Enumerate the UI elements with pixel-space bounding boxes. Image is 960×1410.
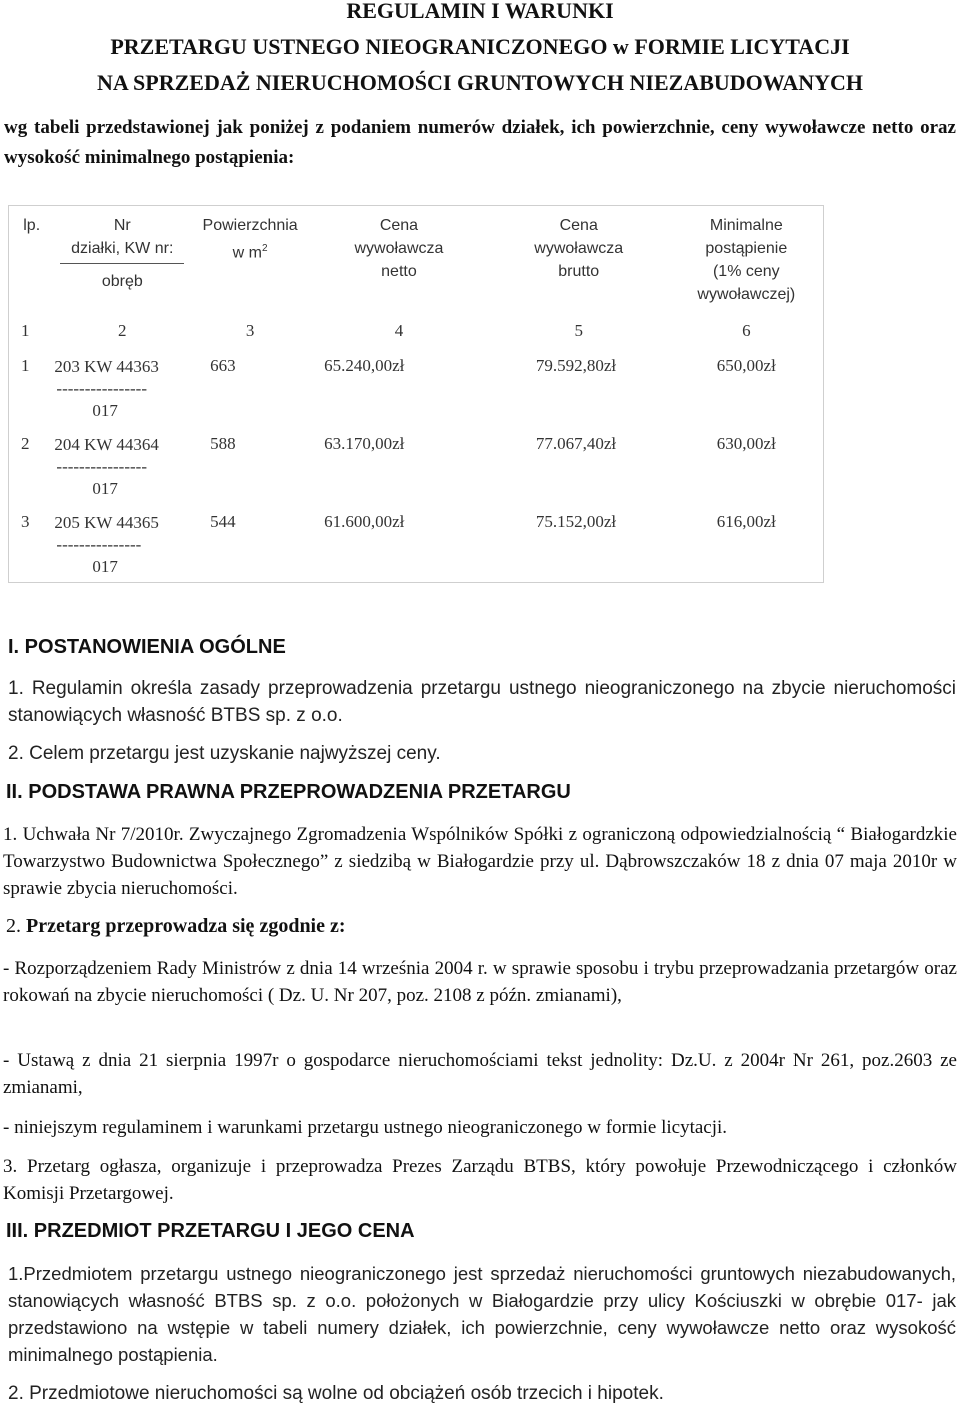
section-3-heading: III. PRZEDMIOT PRZETARGU I JEGO CENA — [6, 1220, 415, 1242]
header-gross-line1: Cena — [559, 217, 598, 234]
intro-text: wg tabeli przedstawionej jak poniżej z podaniem numerów działek, ich powierzchnie, ceny wywoławcze netto oraz wysokość minimalnego postąpienia: — [4, 117, 956, 168]
plot-separator: ---------------- — [56, 457, 147, 477]
plot-number: 203 KW 44363 — [54, 357, 159, 377]
section-2-paragraph-4: - Ustawą z dnia 21 sierpnia 1997r o gospodarce nieruchomościami tekst jednolity: Dz.U. z 2004r Nr 261, poz.2603 ze zmianami, — [3, 1050, 957, 1098]
document-title-line3: NA SPRZEDAŻ NIERUCHOMOŚCI GRUNTOWYCH NIEZABUDOWANYCH — [96, 70, 863, 95]
header-nr-line1: Nr — [113, 217, 131, 234]
section-3-paragraph-1: 1.Przedmiotem przetargu ustnego nieograniczonego jest sprzedaż nieruchomości gruntowych niezabudowanych, stanowiących własność BTBS sp. z o.o. położonych w Białogardzie przy ulicy Kościuszki w obrębie 017- jak przedstawiono na wstępie w tabeli numery działek, ich powierzchnie, ceny wywoławcze netto oraz wysokość minimalnego postąpienia. — [8, 1263, 956, 1365]
header-min-line3: (1% ceny — [712, 263, 780, 280]
row-plot — [54, 504, 190, 582]
plot-precinct: 017 — [92, 557, 118, 577]
section-2-paragraph-2 — [6, 913, 346, 940]
header-nr-line2: działki, KW nr: — [60, 237, 184, 264]
row-gross-price: 79.592,80zł — [535, 356, 617, 376]
header-gross-price — [488, 206, 670, 311]
header-area-line2-wrap — [190, 237, 310, 264]
section-2-paragraph-2-text: Przetarg przeprowadza się zgodnie z: — [26, 915, 346, 937]
header-lp — [9, 206, 55, 311]
header-area-line2: w m — [232, 244, 262, 262]
section-2-paragraph-2-number: 2. — [6, 915, 21, 937]
table-row — [9, 504, 824, 582]
plots-table — [8, 205, 824, 583]
column-number: 3 — [245, 320, 255, 340]
table-row — [9, 348, 824, 426]
header-min-line1: Minimalne — [709, 217, 783, 234]
row-lp: 1 — [21, 356, 30, 376]
section-2-paragraph-3: - Rozporządzeniem Rady Ministrów z dnia 14 września 2004 r. w sprawie sposobu i trybu przeprowadzania przetargów oraz rokowań na zbycie nieruchomości ( Dz. U. Nr 207, poz. 2108 z późn. zmianami), — [3, 958, 957, 1006]
row-area: 663 — [210, 356, 236, 376]
row-net-price: 61.600,00zł — [324, 512, 405, 532]
plot-precinct: 017 — [92, 401, 118, 421]
header-gross-line2: wywoławcza — [534, 240, 624, 257]
header-gross-line3: brutto — [558, 263, 600, 280]
section-1-paragraph-1: 1. Regulamin określa zasady przeprowadzenia przetargu ustnego nieograniczonego na zbycie nieruchomości stanowiących własność BTBS sp. z o.o. — [8, 678, 956, 726]
header-area-sup: 2 — [262, 243, 268, 254]
section-1-heading: I. POSTANOWIENIA OGÓLNE — [8, 636, 286, 658]
row-min-increment: 616,00zł — [716, 512, 776, 532]
column-number: 1 — [21, 320, 30, 340]
row-area: 544 — [210, 512, 236, 532]
header-nr-line3: obręb — [101, 273, 143, 290]
header-area-line1: Powierzchnia — [202, 217, 298, 234]
table-header-row — [9, 206, 824, 311]
header-net-line1: Cena — [379, 217, 419, 234]
plot-precinct: 017 — [92, 479, 118, 499]
section-2-paragraph-5: - niniejszym regulaminem i warunkami przetargu ustnego nieograniczonego w formie licytacji. — [3, 1117, 728, 1138]
section-2-paragraph-1: 1. Uchwała Nr 7/2010r. Zwyczajnego Zgromadzenia Wspólników Spółki z ograniczoną odpowiedzialnością “ Białogardzkie Towarzystwo Budownictwa Społecznego” z siedzibą w Białogardzie przy ul. Dąbrowszczaków 18 z dnia 07 maja 2010r w sprawie zbycia nieruchomości. — [3, 824, 957, 899]
header-lp-label: lp. — [23, 217, 41, 234]
plot-separator: ---------------- — [56, 379, 147, 399]
header-min-increment — [670, 206, 824, 311]
row-net-price: 65.240,00zł — [324, 356, 405, 376]
header-net-line2: wywoławcza — [354, 240, 444, 257]
header-plot-number — [54, 206, 190, 311]
plot-separator: --------------- — [56, 535, 142, 555]
row-min-increment: 630,00zł — [716, 434, 776, 454]
header-min-line4: wywoławczej) — [697, 286, 796, 303]
document-title-line2: PRZETARGU USTNEGO NIEOGRANICZONEGO w FORMIE LICYTACJI — [110, 34, 850, 59]
document-title-line1: REGULAMIN I WARUNKI — [346, 0, 614, 23]
column-number: 2 — [118, 320, 127, 340]
table-row — [9, 426, 824, 504]
header-net-line3: netto — [381, 263, 417, 280]
section-3-paragraph-2: 2. Przedmiotowe nieruchomości są wolne od obciążeń osób trzecich i hipotek. — [8, 1383, 664, 1404]
row-gross-price: 75.152,00zł — [535, 512, 617, 532]
column-number-row — [9, 311, 824, 349]
row-area: 588 — [210, 434, 236, 454]
header-area — [190, 206, 310, 311]
section-2-heading: II. PODSTAWA PRAWNA PRZEPROWADZENIA PRZETARGU — [6, 781, 571, 803]
row-min-increment: 650,00zł — [716, 356, 776, 376]
row-plot — [54, 348, 190, 426]
row-gross-price: 77.067,40zł — [535, 434, 617, 454]
section-1-paragraph-2: 2. Celem przetargu jest uzyskanie najwyższej ceny. — [8, 743, 441, 764]
plot-number: 205 KW 44365 — [54, 513, 159, 533]
row-lp: 3 — [21, 512, 30, 532]
column-number: 5 — [574, 320, 583, 340]
column-number: 4 — [394, 320, 404, 340]
column-number: 6 — [742, 320, 751, 340]
row-net-price: 63.170,00zł — [324, 434, 405, 454]
plot-number: 204 KW 44364 — [54, 435, 159, 455]
header-min-line2: postąpienie — [705, 240, 788, 257]
header-net-price — [310, 206, 488, 311]
row-plot — [54, 426, 190, 504]
section-2-paragraph-6: 3. Przetarg ogłasza, organizuje i przeprowadza Prezes Zarządu BTBS, który powołuje Przewodniczącego i członków Komisji Przetargowej. — [3, 1156, 957, 1204]
row-lp: 2 — [21, 434, 30, 454]
